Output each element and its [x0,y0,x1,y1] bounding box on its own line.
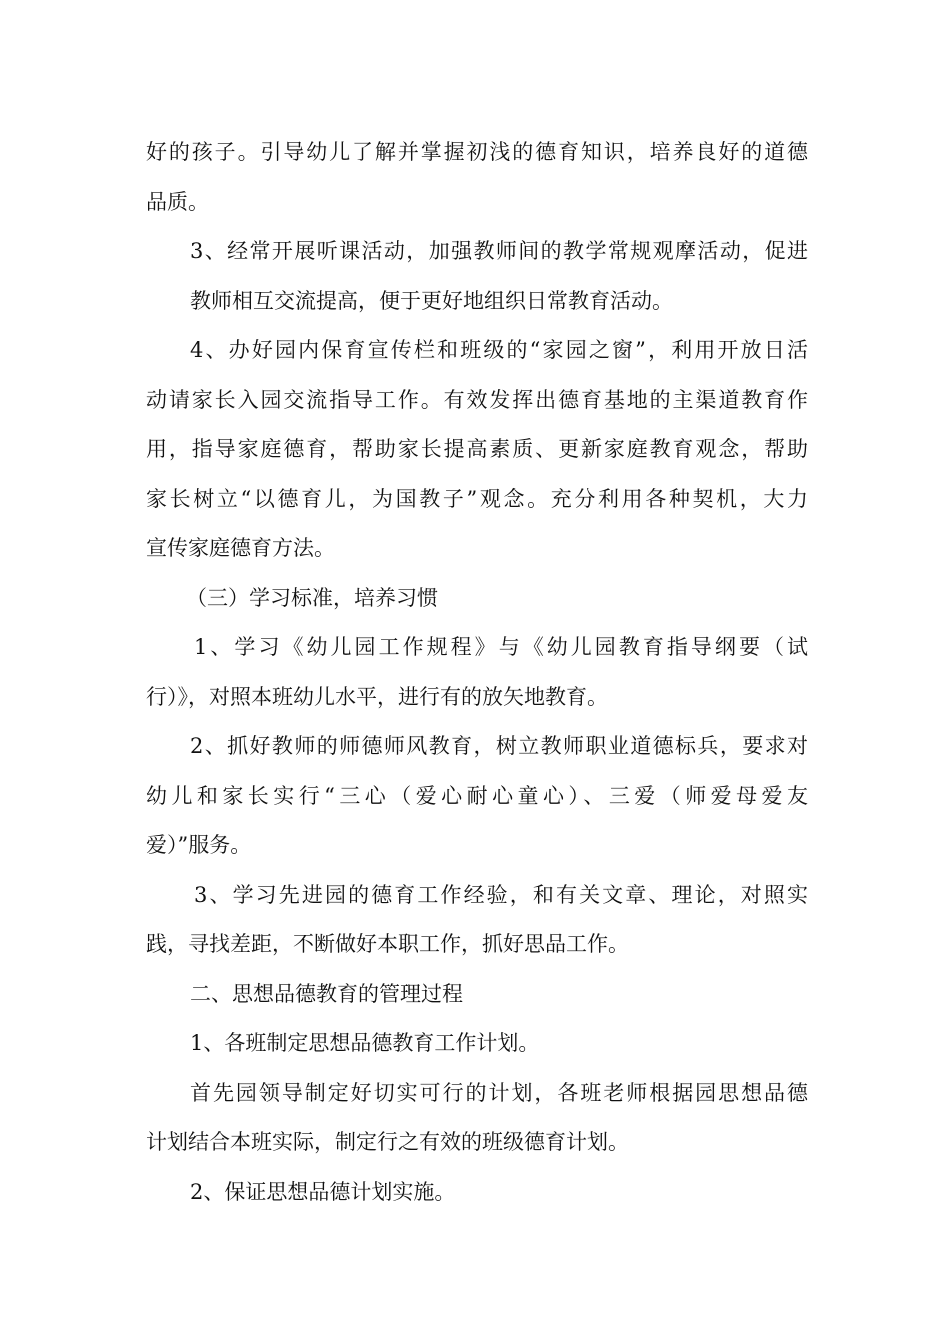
paragraph-line: 2、抓好教师的师德师风教育，树立教师职业道德标兵，要求对 [190,734,808,758]
paragraph-line: 4、办好园内保育宣传栏和班级的“家园之窗”，利用开放日活 [190,338,808,362]
paragraph-line: 用，指导家庭德育，帮助家长提高素质、更新家庭教育观念，帮助 [146,437,808,461]
paragraph-line: 家长树立“以德育儿，为国教子”观念。充分利用各种契机，大力 [146,486,808,511]
paragraph-line: 3、经常开展听课活动，加强教师间的教学常规观摩活动，促进 [190,239,808,263]
paragraph-line: 动请家长入园交流指导工作。有效发挥出德育基地的主渠道教育作 [146,387,808,412]
paragraph-line: 3、学习先进园的德育工作经验，和有关文章、理论，对照实 [194,882,808,907]
paragraph-line: 教师相互交流提高，便于更好地组织日常教育活动。 [190,288,673,313]
paragraph-line: 2、保证思想品德计划实施。 [190,1179,456,1204]
paragraph-line: 首先园领导制定好切实可行的计划，各班老师根据园思想品德 [190,1080,808,1105]
paragraph-line: 好的孩子。引导幼儿了解并掌握初浅的德育知识，培养良好的道德 [146,140,808,164]
paragraph-line: 品质。 [146,189,209,214]
paragraph-line: 爱）”服务。 [146,833,252,857]
paragraph-line: 宣传家庭德育方法。 [146,536,335,560]
paragraph-line: 1、学习《幼儿园工作规程》与《幼儿园教育指导纲要（试 [194,635,808,659]
document-body [146,128,808,1217]
section-heading: （三）学习标准，培养习惯 [186,585,438,610]
paragraph-line: 计划结合本班实际，制定行之有效的班级德育计划。 [146,1130,629,1154]
paragraph-line: 幼儿和家长实行“三心（爱心耐心童心）、三爱（师爱母爱友 [146,783,808,808]
paragraph-line: 1、各班制定思想品德教育工作计划。 [190,1031,540,1055]
paragraph-line: 行）》，对照本班幼儿水平，进行有的放矢地教育。 [146,684,608,709]
paragraph-line: 践，寻找差距，不断做好本职工作，抓好思品工作。 [146,932,629,956]
section-heading: 二、思想品德教育的管理过程 [190,981,463,1006]
